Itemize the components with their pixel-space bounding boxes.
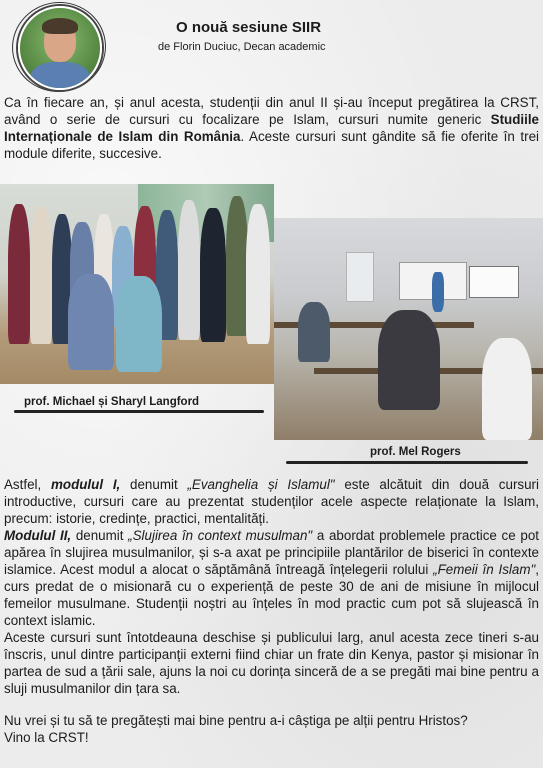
module1-rest: este alcătuit din două cursuri introductive, cursuri care au prezentat studenților acele aspecte relaționate la Islam, precum: istorie, credințe, practici, mentalități. (4, 477, 539, 526)
group-photo (0, 184, 274, 384)
module1-lead: Astfel, (4, 477, 51, 492)
intro-text-before: Ca în fiecare an, și anul acesta, studenții din anul II și-au început pregătirea la CRST, având o serie de cursuri cu focalizare pe Islam, cursuri numite generic (4, 95, 539, 127)
closing-question: Nu vrei și tu să te pregătești mai bine pentru a-i câștiga pe alții pentru Hristos? (4, 713, 468, 728)
intro-text-after: . Aceste cursuri sunt gândite să fie oferite în trei module diferite, succesive. (4, 129, 539, 161)
closing-call-to-action: Vino la CRST! (4, 730, 89, 745)
avatar (18, 6, 102, 90)
page-title: O nouă sesiune SIIR (176, 19, 322, 36)
module2-name: Modulul II, (4, 528, 72, 543)
module1-mid: denumit (120, 477, 188, 492)
photo1-caption: prof. Michael și Sharyl Langford (24, 396, 200, 408)
intro-bold-program-name: Studiile Internaționale de Islam din România (4, 112, 539, 144)
window (346, 252, 374, 302)
intro-paragraph (4, 94, 539, 162)
module2-mid: denumit (71, 528, 129, 543)
closing-paragraph (4, 712, 539, 746)
author-byline: de Florin Duciuc, Decan academic (158, 41, 326, 53)
module1-name: modulul I, (50, 477, 121, 492)
caption-underline-left (14, 410, 264, 413)
module1-title: „Evanghelia și Islamul" (187, 477, 335, 492)
article-body (4, 476, 539, 697)
module2-title2: „Femeii în Islam" (433, 562, 536, 577)
module2-rest1: a abordat problemele practice ce pot apărea în slujirea musulmanilor, și s-a axat pe principiile plantărilor de biserici în contexte islamice. Acest modul a alocat o săptămână întreagă înțelegerii rolului (4, 528, 539, 577)
projection-screen (469, 266, 519, 298)
module1-paragraph (4, 476, 539, 527)
classroom-photo (274, 218, 543, 440)
module2-paragraph (4, 527, 539, 629)
photo2-caption: prof. Mel Rogers (370, 446, 461, 458)
author-portrait (10, 2, 106, 90)
open-courses-paragraph: Aceste cursuri sunt întotdeauna deschise și publicului larg, anul acesta zece tineri s-au înscris, unul dintre participanții externi fiind chiar un frate din Kenya, pastor și misionar în partea de sud a țării sale, ajuns la noi cu dorința sinceră de a se pregăti mai bine pentru a sluji musulmanilor din țara sa. (4, 630, 539, 696)
module2-title: „Slujirea în context musulman" (128, 528, 313, 543)
module2-rest2: , curs predat de o misionară cu o experiență de peste 30 de ani de misiune în mijlocul femeilor musulmane. Studenții noștri au înțeles în mod practic cum pot să slujească în context islamic. (4, 562, 539, 628)
caption-underline-right (286, 461, 528, 464)
